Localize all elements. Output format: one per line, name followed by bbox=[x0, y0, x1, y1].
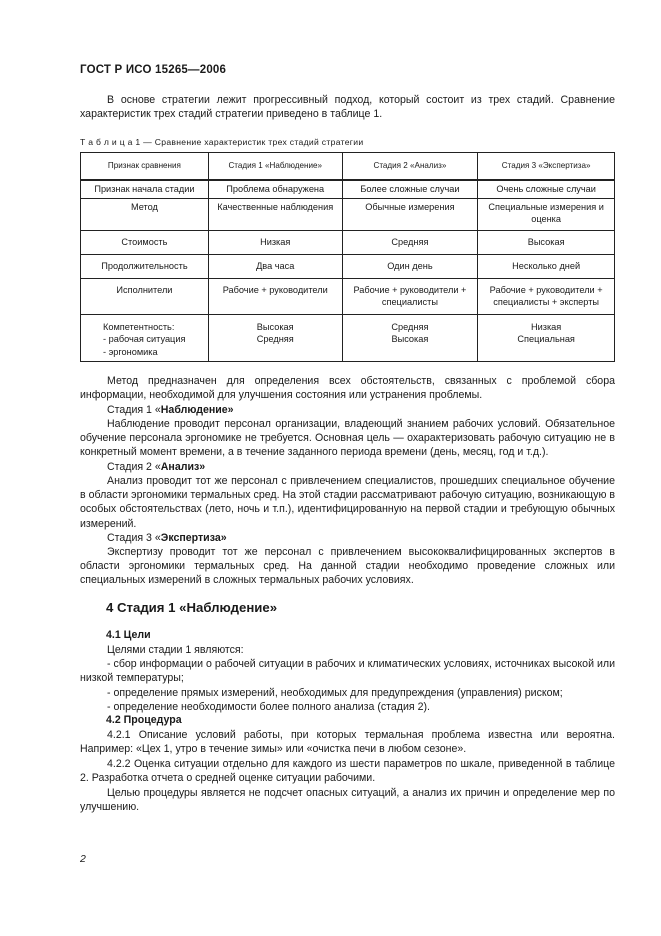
table-cell: Средняя bbox=[342, 230, 478, 254]
table-row bbox=[81, 254, 615, 278]
table-row bbox=[81, 198, 615, 230]
goal-item: - сбор информации о рабочей ситуации в рабочих и климатических условиях, источниках высокой или низкой температуры; bbox=[80, 658, 615, 685]
section-4-1-intro: Целями стадии 1 являются: bbox=[107, 644, 244, 656]
table-cell: Очень сложные случаи bbox=[478, 180, 615, 198]
table-cell: Проблема обнаружена bbox=[208, 180, 342, 198]
document-code: ГОСТ Р ИСО 15265—2006 bbox=[80, 64, 227, 76]
table-cell: Низкая bbox=[208, 230, 342, 254]
cell-line: Средняя bbox=[256, 334, 294, 344]
table-cell bbox=[478, 314, 615, 361]
intro-paragraph: В основе стратегии лежит прогрессивный подход, который состоит из трех стадий. Сравнение характеристик трех стадий стратегии приведено в таблице 1. bbox=[80, 94, 615, 121]
table-cell: Рабочие + руководители bbox=[208, 278, 342, 314]
table-cell: Два часа bbox=[208, 254, 342, 278]
stage2-heading bbox=[80, 460, 615, 474]
table-row bbox=[81, 180, 615, 198]
stage1-paragraph: Наблюдение проводит персонал организации, владеющий знанием рабочих условий. Обязательное обучение персонала эргономике не требуется. Основная цель — охарактеризовать рабочую ситуацию не в конкретный момент времени, а в течение заданного периода времени (день, месяц, год и т.д.). bbox=[80, 418, 615, 459]
stage1-heading bbox=[80, 403, 615, 417]
table-cell: Рабочие + руководители + специалисты bbox=[342, 278, 478, 314]
table-cell: Рабочие + руководители + специалисты + эксперты bbox=[478, 278, 615, 314]
table-cell: Метод bbox=[81, 198, 209, 230]
cell-line: Специальная bbox=[517, 334, 575, 344]
stage2-paragraph: Анализ проводит тот же персонал с привлечением специалистов, прошедших специальное обучение в области эргономики термальных сред. На этой стадии рассматривают рабочую ситуацию, возникающую в особых обстоятельствах (лето, ночь и т.п.), идентифицированную на первой стадии и требующую обычных измерений. bbox=[80, 475, 615, 530]
page-number: 2 bbox=[80, 853, 86, 865]
table-cell: Один день bbox=[342, 254, 478, 278]
stage-prefix: Стадия 3 « bbox=[107, 532, 161, 544]
stage-prefix: Стадия 1 « bbox=[107, 404, 161, 416]
competence-sub: - эргономика bbox=[103, 346, 158, 357]
stage-name: Экспертиза» bbox=[160, 532, 227, 544]
table-cell: Обычные измерения bbox=[342, 198, 478, 230]
table-cell: Продолжительность bbox=[81, 254, 209, 278]
method-paragraph: Метод предназначен для определения всех обстоятельств, связанных с проблемой сбора информации, необходимой для улучшения состояния или устранения проблемы. bbox=[80, 375, 615, 402]
table-cell: Качественные наблюдения bbox=[208, 198, 342, 230]
table-header-cell: Стадия 1 «Наблюдение» bbox=[208, 153, 342, 181]
table-header-cell: Стадия 2 «Анализ» bbox=[342, 153, 478, 181]
table-caption: Т а б л и ц а 1 — Сравнение характеристик трех стадий стратегии bbox=[80, 137, 364, 147]
comparison-table bbox=[80, 152, 615, 362]
table-cell: Стоимость bbox=[81, 230, 209, 254]
table-header-row bbox=[81, 153, 615, 181]
cell-line: Высокая bbox=[256, 321, 294, 332]
table-row bbox=[81, 314, 615, 361]
stage-name: Анализ» bbox=[160, 461, 206, 473]
table-row bbox=[81, 230, 615, 254]
stage-name: Наблюдение» bbox=[160, 404, 234, 416]
competence-label: Компетентность: bbox=[103, 321, 175, 332]
stage-prefix: Стадия 2 « bbox=[107, 461, 161, 473]
cell-line: Низкая bbox=[530, 321, 562, 332]
table-cell: Несколько дней bbox=[478, 254, 615, 278]
section-4-1-title: 4.1 Цели bbox=[106, 629, 151, 641]
table-header-cell: Признак сравнения bbox=[81, 153, 209, 181]
competence-sub: - рабочая ситуация bbox=[103, 334, 186, 344]
table-cell bbox=[208, 314, 342, 361]
cell-line: Средняя bbox=[391, 321, 429, 332]
procedure-goal-paragraph: Целью процедуры является не подсчет опасных ситуаций, а анализ их причин и определение мер по улучшению. bbox=[80, 787, 615, 814]
stage3-paragraph: Экспертизу проводит тот же персонал с привлечением высококвалифицированных экспертов в области эргономики термальных сред. На данной стадии необходимо проведение сложных или специальных измерений в сложных термальных рабочих условиях. bbox=[80, 546, 615, 587]
table-cell: Признак начала стадии bbox=[81, 180, 209, 198]
goal-item: - определение необходимости более полного анализа (стадия 2). bbox=[107, 701, 430, 713]
table-cell: Более сложные случаи bbox=[342, 180, 478, 198]
table-cell: Исполнители bbox=[81, 278, 209, 314]
section-4-title: 4 Стадия 1 «Наблюдение» bbox=[106, 600, 278, 615]
cell-line: Высокая bbox=[391, 334, 429, 344]
section-4-2-title: 4.2 Процедура bbox=[106, 714, 182, 726]
table-cell bbox=[342, 314, 478, 361]
table-cell: Специальные измерения и оценка bbox=[478, 198, 615, 230]
table-cell bbox=[81, 314, 209, 361]
clause-4-2-2: 4.2.2 Оценка ситуации отдельно для каждого из шести параметров по шкале, приведенной в таблице 2. Разработка отчета о средней оценке ситуации рабочими. bbox=[80, 758, 615, 785]
stage3-heading bbox=[80, 531, 615, 545]
table-header-cell: Стадия 3 «Экспертиза» bbox=[478, 153, 615, 181]
clause-4-2-1: 4.2.1 Описание условий работы, при которых термальная проблема известна или вероятна. Например: «Цех 1, утро в течение зимы» или «очистка печи в любом сезоне». bbox=[80, 729, 615, 756]
goal-item: - определение прямых измерений, необходимых для предупреждения (управления) риском; bbox=[107, 687, 563, 699]
table-row bbox=[81, 278, 615, 314]
table-cell: Высокая bbox=[478, 230, 615, 254]
